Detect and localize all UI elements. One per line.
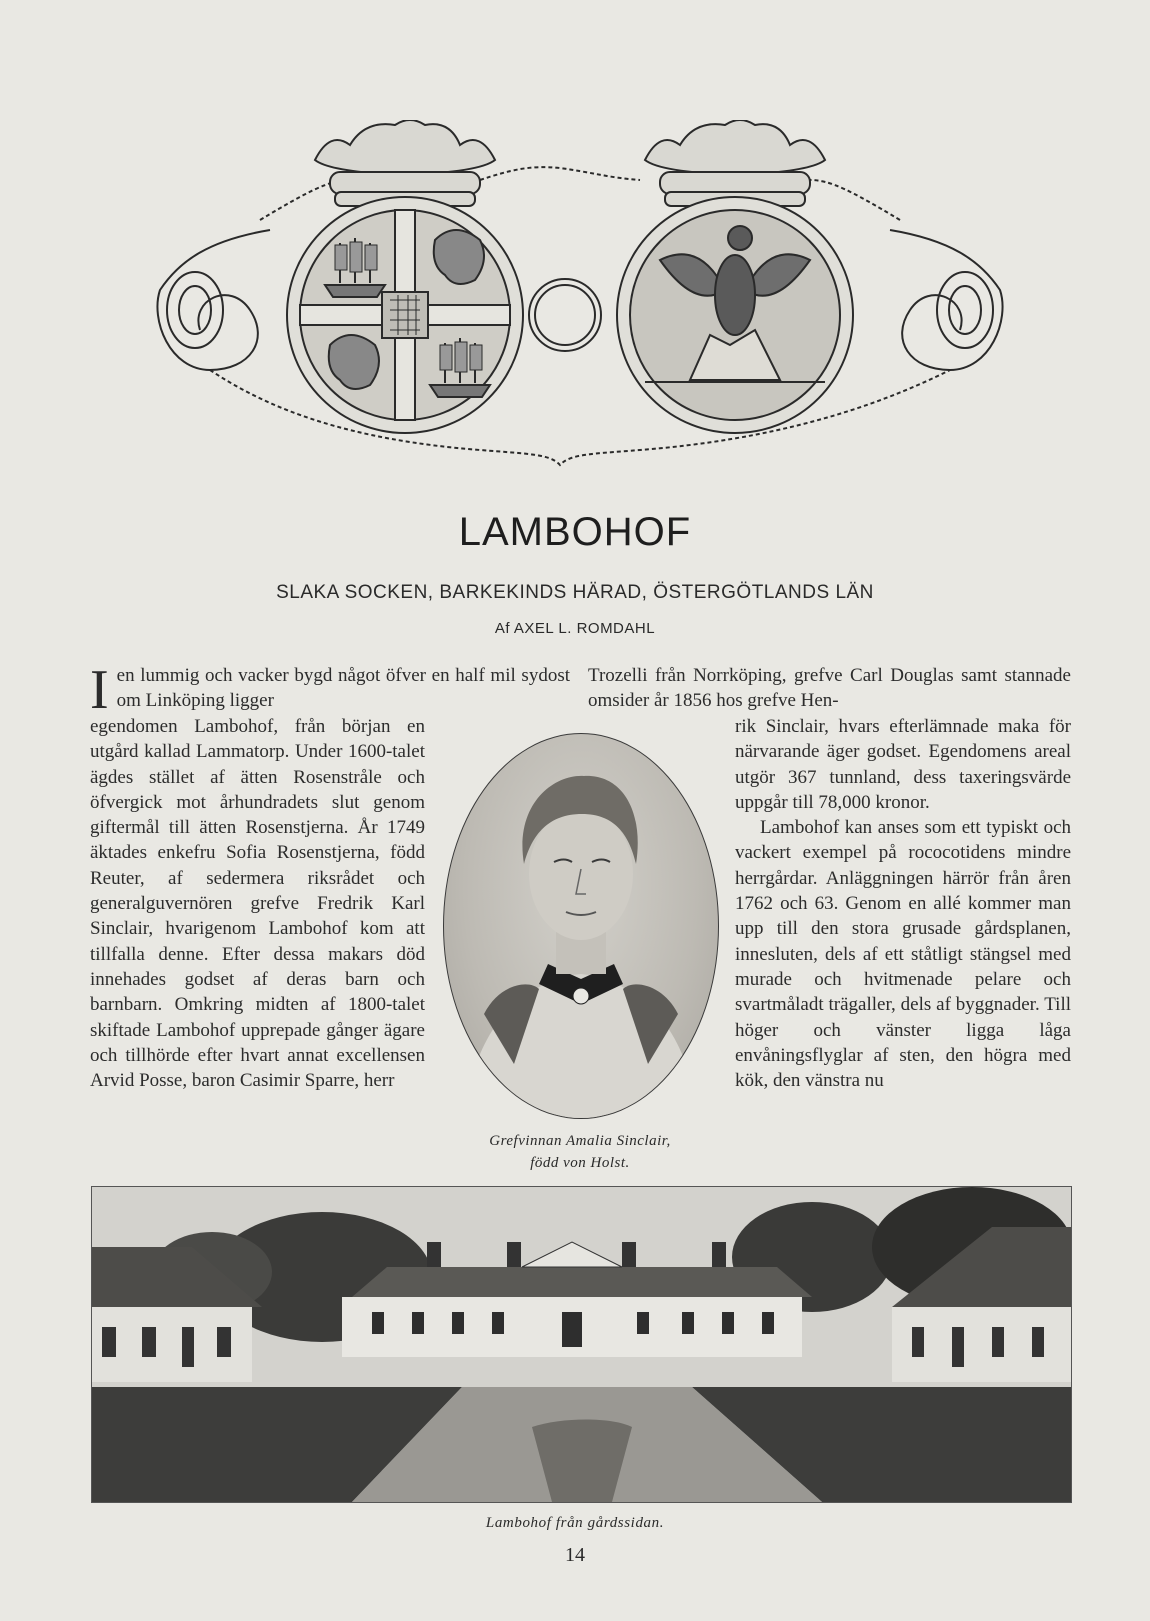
portrait-caption — [443, 1130, 717, 1174]
page-number: 14 — [565, 1544, 585, 1566]
portrait-illustration — [444, 734, 718, 1118]
left-column-body: egendomen Lambohof, från början en utgård kallad Lammatorp. Under 1600-talet ägdes stället af ätten Rosenstråle och öfvergick mot århundradets slut genom giftermål till ätten Rosenstjerna. År 1749 äktades enkefru Sofia Rosenstjerna, född Reuter, af sedermera riksrådet och generalguvernören grefve Fredrik Karl Sinclair, hvarigenom Lambohof kom att tillfalla denne. Efter dessa makars död innehades godset af deras barn och barnbarn. Omkring midten af 1800-talet skiftade Lambohof upprepade gånger ägare och tillhörde efter hvart annat excellensen Arvid Posse, baron Casimir Sparre, herr — [90, 716, 425, 1092]
photo-caption: Lambohof från gårdssidan. — [485, 1515, 665, 1531]
article-subtitle: SLAKA SOCKEN, BARKEKINDS HÄRAD, ÖSTERGÖTLANDS LÄN — [276, 582, 874, 603]
portrait-image — [443, 733, 719, 1119]
right-paragraph-1: rik Sinclair, hvars efterlämnade maka för närvarande äger godset. Egendomens areal utgör 367 tunnland, dess taxeringsvärde uppgår till 78,000 kronor. — [735, 716, 1071, 813]
article-author: Af AXEL L. ROMDAHL — [494, 620, 656, 637]
manor-photo — [91, 1186, 1072, 1503]
right-paragraph-2: Lambohof kan anses som ett typiskt och vackert exempel på rococotidens mindre herrgårdar. Anläggningen härrör från åren 1762 och 63. Genom en allé kommer man upp till den stora grusade gårdsplanen, innesluten, dels af ett ståtligt stängsel med murade och hvitmenade pelare och svartmåladt trägaller, dels af byggnader. Till höger och vänster ligga låga envåningsflyglar af sten, den högra med kök, den vänstra nu — [735, 817, 1071, 1092]
portrait-caption-line-1: Grefvinnan Amalia Sinclair, — [489, 1133, 671, 1149]
left-column-top — [90, 659, 570, 721]
manor-illustration — [92, 1187, 1071, 1502]
right-column-body — [735, 714, 1071, 1093]
coat-of-arms-ornament — [150, 120, 1010, 490]
drop-cap: I — [90, 659, 109, 721]
portrait-caption-line-2: född von Holst. — [530, 1155, 630, 1171]
article-title: LAMBOHOF — [458, 510, 692, 554]
left-intro-text: en lummig och vacker bygd något öfver en half mil sydost om Linköping ligger — [116, 665, 570, 712]
right-column-top: Trozelli från Norrköping, grefve Carl Douglas samt stannade omsider år 1856 hos grefve Hen- — [588, 665, 1071, 712]
